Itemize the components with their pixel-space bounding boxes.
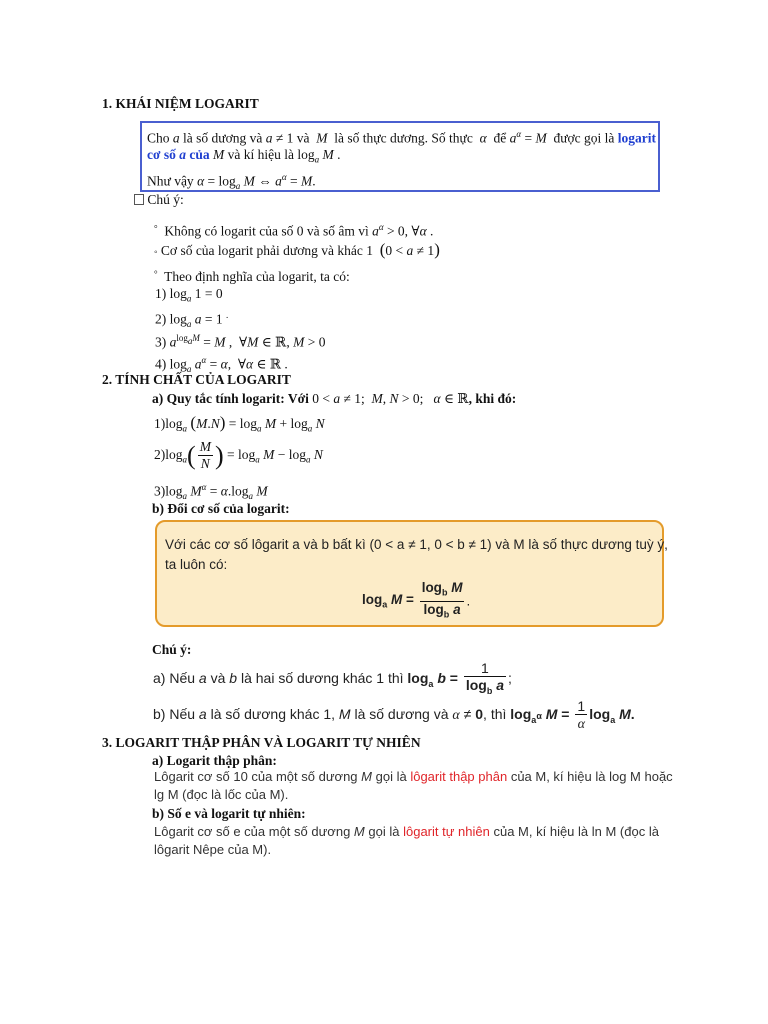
red-term-decimal: lôgarit thập phân	[410, 769, 508, 784]
definition-box	[140, 121, 660, 192]
rule-1: $1)\log_a$ $(M.N) = \log_a M + \log_a N$	[154, 413, 325, 434]
item-4: 4) $\log_a a^\alpha = \alpha$, ∀α ∈ ℝ .	[155, 355, 288, 375]
item-3: 3) $a^{log_aM} = M$ , ∀M ∈ ℝ, M > 0	[155, 333, 326, 350]
def-line-1: Cho a là số dương và a ≠ 1 và M là số thực dương. Số thực α để $a^\alpha = M$ được gọi là logarit	[147, 129, 657, 146]
subheading-a: a) Quy tắc tính logarit: Với 0 < a ≠ 1; M, N > 0; α ∈ ℝ, khi đó:	[152, 391, 517, 406]
box-line-1: Với các cơ số lôgarit a và b bất kì (0 < a ≠ 1, 0 < b ≠ 1) và M là số thực dương tuỳ ý,	[165, 537, 668, 552]
bullet-3: ° Theo định nghĩa của logarit, ta có:	[154, 269, 350, 284]
box-line-2: ta luôn có:	[165, 557, 228, 572]
checkbox-icon	[134, 194, 144, 205]
section-1-title: 1. KHÁI NIỆM LOGARIT	[102, 96, 259, 111]
sec3b-line-2: lôgarit Nêpe của M).	[154, 842, 272, 857]
bullet-2: ◦ Cơ số của logarit phải dương và khác 1 (0 < a ≠ 1)	[154, 240, 440, 259]
subheading-b: b) Đổi cơ số của logarit:	[152, 501, 290, 516]
note-b: b) Nếu a là số dương khác 1, M là số dương và α ≠ 0, thì $\log_{a^\alpha} M$ = $\frac{1}{\alpha}$ $\log_a M$.	[153, 697, 635, 732]
item-1: 1) $\log_a 1 = 0$	[155, 286, 223, 304]
sec3a-line-1: Lôgarit cơ số 10 của một số dương M gọi là lôgarit thập phân của M, kí hiệu là log M hoặc	[154, 769, 673, 784]
section-3-title: 3. LOGARIT THẬP PHÂN VÀ LOGARIT TỰ NHIÊN	[102, 735, 421, 750]
rule-2: $2)\log_a$( $\frac{M}{N}$ ) = $\log_a M - \log_a N$	[154, 439, 323, 472]
def-line-3: Như vậy $\alpha = \log_a M$ ⇔ $a^\alpha = M$.	[147, 172, 316, 192]
red-term-natural: lôgarit tự nhiên	[403, 824, 490, 839]
change-of-base-box	[155, 520, 668, 627]
note-label-1: Chú ý:	[134, 191, 184, 209]
note-a: a) Nếu a và b là hai số dương khác 1 thì $\log_a b$ = $\frac{1}{\log_b a}$ ;	[153, 660, 512, 696]
bullet-1: ° Không có logarit của số 0 và số âm vì $a^\alpha > 0$, ∀α .	[154, 222, 434, 239]
rule-3: $3)\log_a$ $M^\alpha = \alpha.\log_a$ M	[154, 482, 268, 502]
note-label-2: Chú ý:	[152, 642, 192, 657]
sec3a-line-2: lg M (đọc là lốc của M).	[154, 787, 289, 802]
def-line-2: cơ số a của M và kí hiệu là $\log_a M$ .	[147, 147, 341, 165]
subheading-3a: a) Logarit thập phân:	[152, 753, 277, 768]
sec3b-line-1: Lôgarit cơ số e của một số dương M gọi là lôgarit tự nhiên của M, kí hiệu là ln M (đọc là	[154, 824, 659, 839]
subheading-3b: b) Số e và logarit tự nhiên:	[152, 806, 306, 821]
change-of-base-formula: $\log_a M$ = $\frac{\log_b M}{\log_b a}$ .	[362, 580, 471, 620]
item-2: 2) $\log_a a = 1$ .	[155, 310, 229, 330]
section-2-title: 2. TÍNH CHẤT CỦA LOGARIT	[102, 372, 291, 387]
def-logarit-link: logarit	[617, 130, 657, 146]
